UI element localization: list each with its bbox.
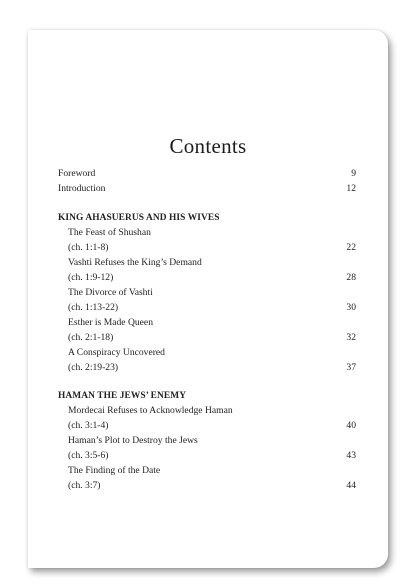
toc-chapter-ref: (ch. 2:19-23) bbox=[68, 362, 119, 373]
toc-page-number: 44 bbox=[346, 480, 356, 491]
toc-page-number: 37 bbox=[346, 362, 356, 373]
toc-page-number: 32 bbox=[346, 332, 356, 343]
toc-chapter-ref: (ch. 1:9-12) bbox=[68, 272, 114, 283]
toc-entry-label: The Finding of the Date bbox=[68, 465, 161, 476]
toc-page-number: 9 bbox=[351, 168, 356, 179]
toc-entry-label: Vashti Refuses the King’s Demand bbox=[68, 257, 202, 268]
toc-page-number: 28 bbox=[346, 272, 356, 283]
toc-entry-label: Haman’s Plot to Destroy the Jews bbox=[68, 435, 198, 446]
toc-chapter-ref: (ch. 3:7) bbox=[68, 480, 101, 491]
toc-chapter-ref: (ch. 2:1-18) bbox=[68, 332, 114, 343]
toc-entry-label: Esther is Made Queen bbox=[68, 317, 153, 328]
toc-page-number: 22 bbox=[346, 242, 356, 253]
toc-page-number: 30 bbox=[346, 302, 356, 313]
toc-entry-label: A Conspiracy Uncovered bbox=[68, 347, 165, 358]
section-heading: HAMAN THE JEWS’ ENEMY bbox=[58, 391, 187, 401]
toc-chapter-ref: (ch. 3:1-4) bbox=[68, 420, 109, 431]
section-heading: KING AHASUERUS AND HIS WIVES bbox=[58, 213, 220, 223]
toc-entry-label: The Feast of Shushan bbox=[68, 227, 151, 238]
toc-page-number: 40 bbox=[346, 420, 356, 431]
toc-page-number: 12 bbox=[346, 183, 356, 194]
toc-page-number: 43 bbox=[346, 450, 356, 461]
toc-entry-label: The Divorce of Vashti bbox=[68, 287, 153, 298]
toc-entry-label: Foreword bbox=[58, 168, 96, 179]
page-title: Contents bbox=[169, 134, 247, 158]
book-page bbox=[28, 30, 388, 568]
toc-chapter-ref: (ch. 1:1-8) bbox=[68, 242, 109, 253]
toc-entry-label: Mordecai Refuses to Acknowledge Haman bbox=[68, 405, 233, 416]
toc-chapter-ref: (ch. 1:13-22) bbox=[68, 302, 119, 313]
toc-chapter-ref: (ch. 3:5-6) bbox=[68, 450, 109, 461]
toc-entry-label: Introduction bbox=[58, 183, 106, 194]
